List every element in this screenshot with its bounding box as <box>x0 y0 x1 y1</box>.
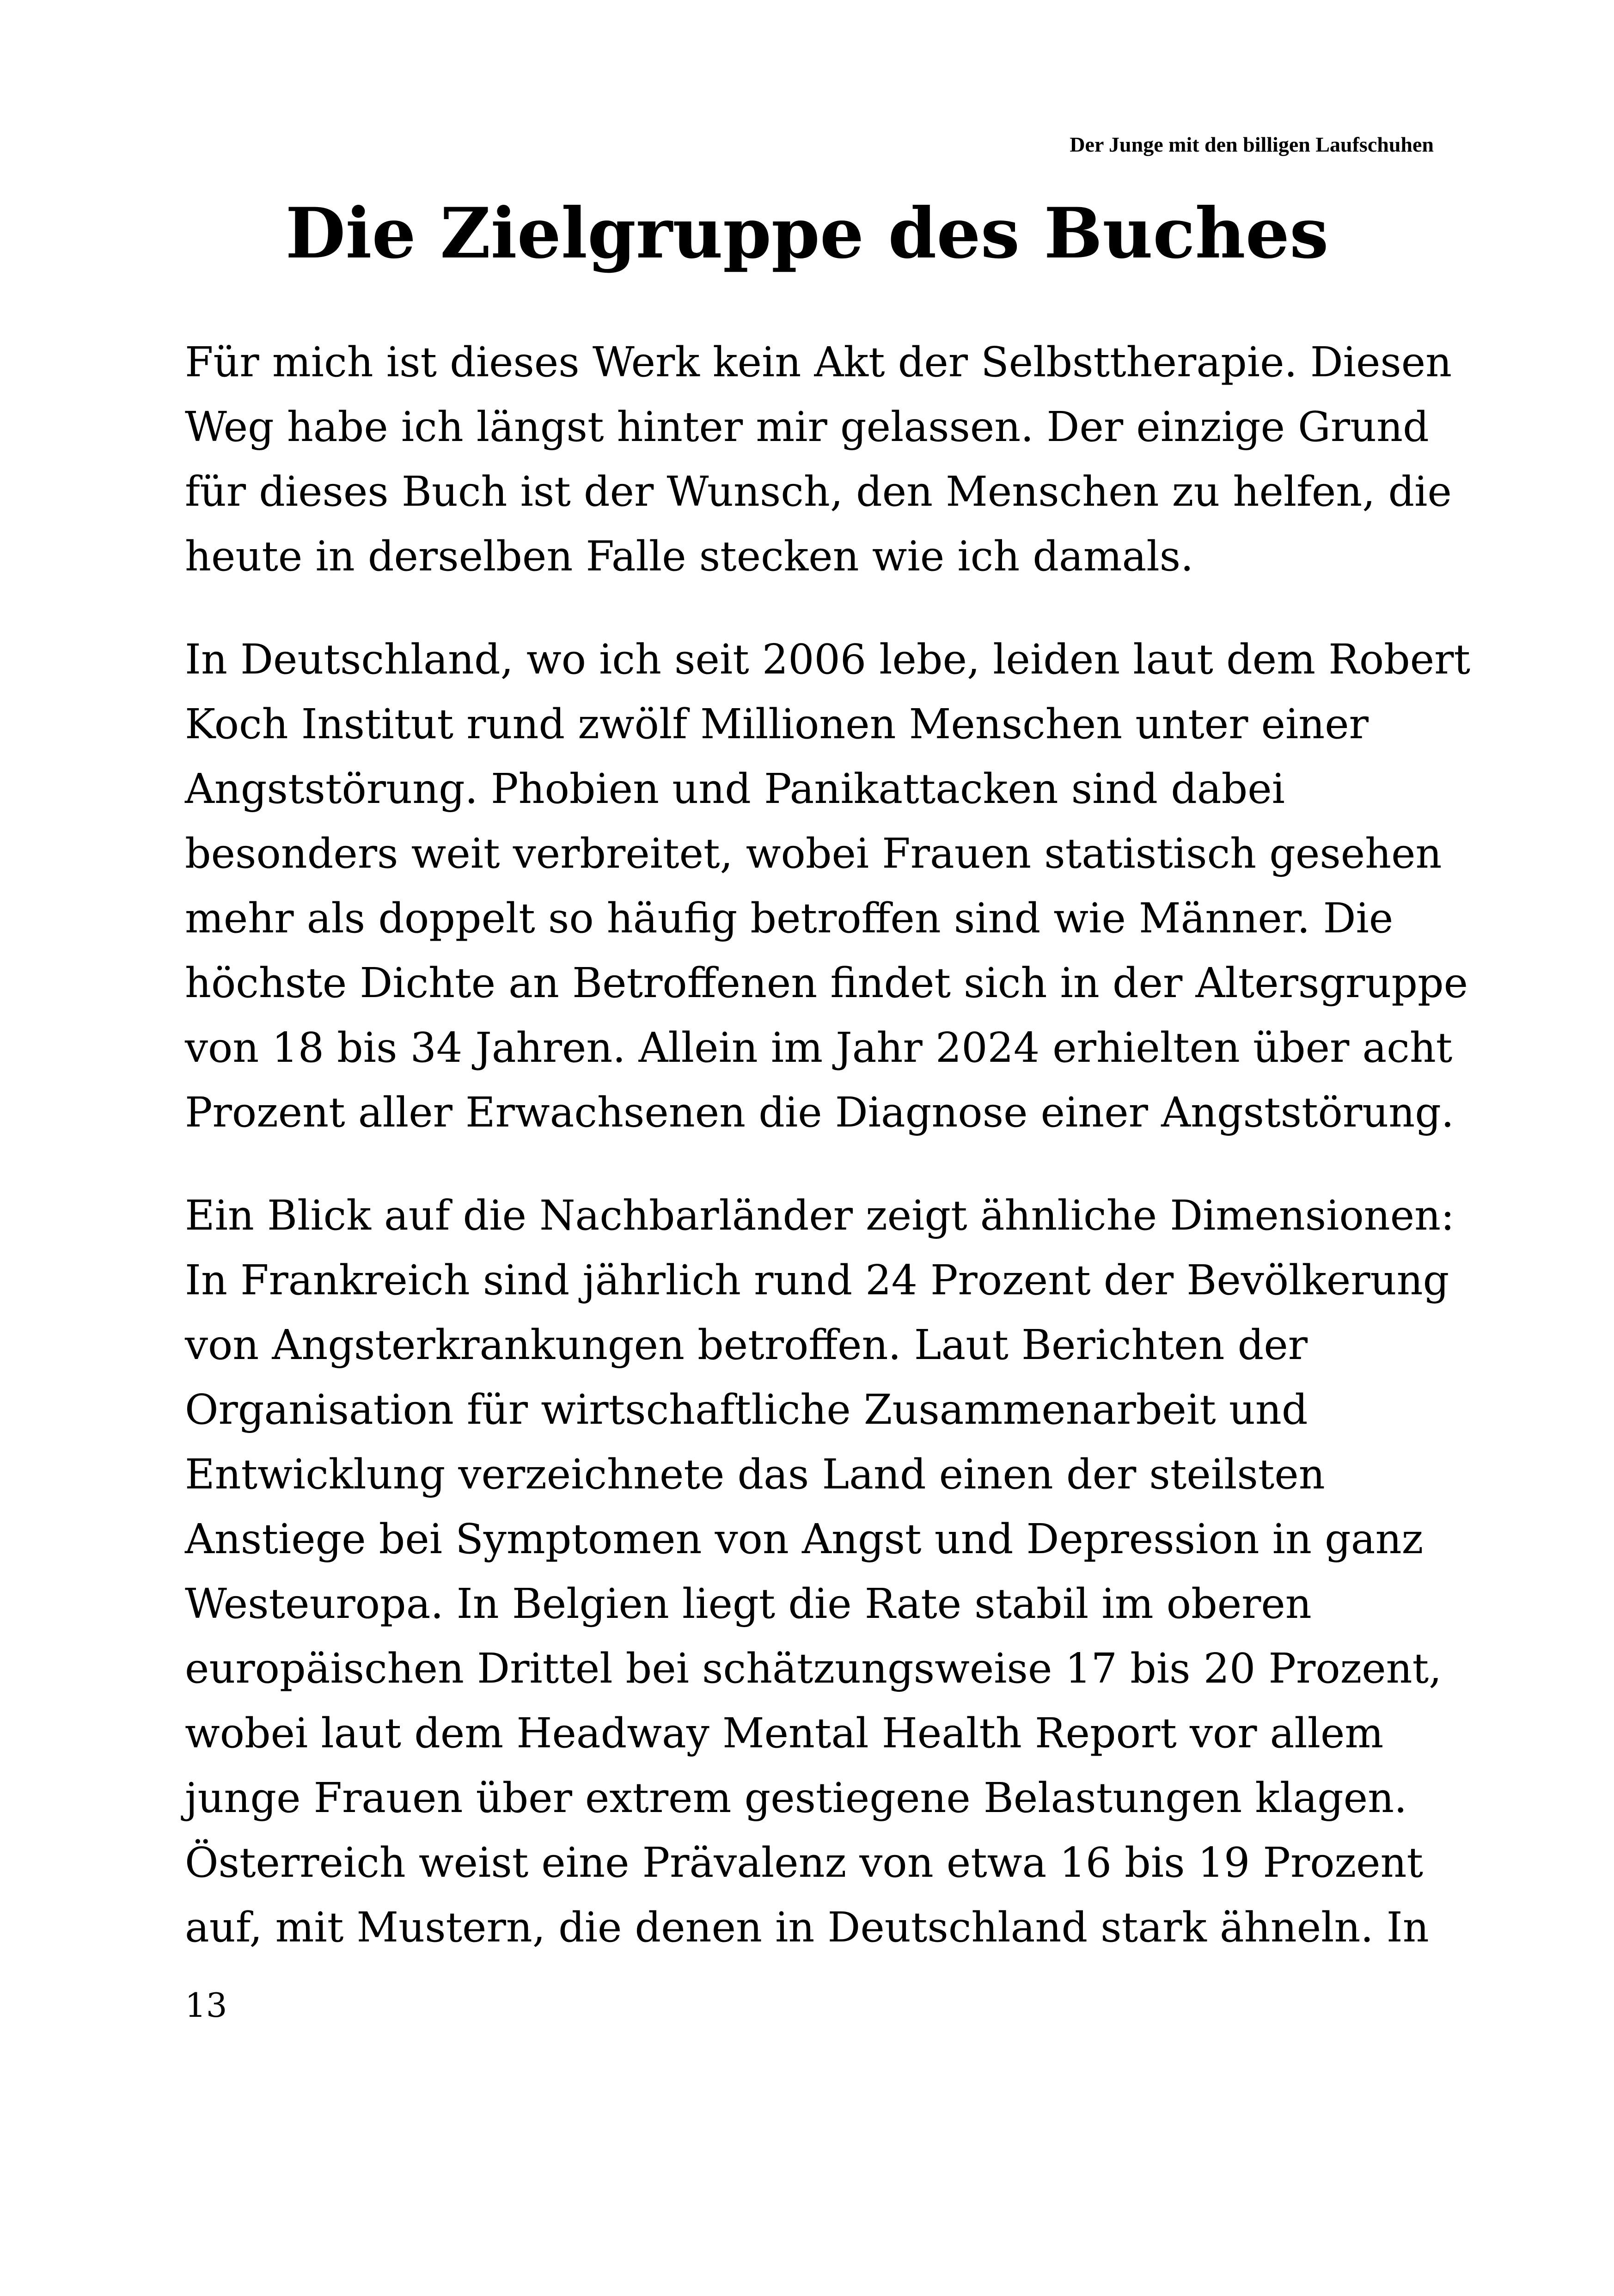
paragraph <box>185 330 1452 589</box>
text-line: mehr als doppelt so häufig betroffen sind wie Männer. Die <box>185 894 1394 942</box>
text-line: Anstiege bei Symptomen von Angst und Depression in ganz <box>185 1515 1424 1563</box>
text-line: heute in derselben Falle stecken wie ich damals. <box>185 533 1194 580</box>
text-line: Weg habe ich längst hinter mir gelassen. Der einzige Grund <box>185 403 1429 451</box>
text-line: von 18 bis 34 Jahren. Allein im Jahr 2024 erhielten über acht <box>185 1024 1453 1071</box>
text-line: wobei laut dem Headway Mental Health Report vor allem <box>185 1709 1384 1757</box>
text-line: Organisation für wirtschaftliche Zusammenarbeit und <box>185 1386 1308 1433</box>
page-number: 13 <box>185 1986 227 2025</box>
text-line: Koch Institut rund zwölf Millionen Menschen unter einer <box>185 700 1369 748</box>
text-line: besonders weit verbreitet, wobei Frauen statistisch gesehen <box>185 830 1442 877</box>
text-line: In Deutschland, wo ich seit 2006 lebe, leiden laut dem Robert <box>185 636 1471 683</box>
text-line: Prozent aller Erwachsenen die Diagnose einer Angststörung. <box>185 1089 1455 1136</box>
text-line: Entwicklung verzeichnete das Land einen der steilsten <box>185 1451 1325 1498</box>
text-line: europäischen Drittel bei schätzungsweise 17 bis 20 Prozent, <box>185 1645 1442 1692</box>
text-line: auf, mit Mustern, die denen in Deutschland stark ähneln. In <box>185 1904 1429 1951</box>
running-header: Der Junge mit den billigen Laufschuhen <box>1070 133 1434 156</box>
text-line: von Angsterkrankungen betroffen. Laut Berichten der <box>185 1321 1308 1369</box>
text-line: Westeuropa. In Belgien liegt die Rate stabil im oberen <box>185 1580 1312 1628</box>
text-line: höchste Dichte an Betroffenen findet sich in der Altersgruppe <box>185 959 1468 1007</box>
text-line: junge Frauen über extrem gestiegene Belastungen klagen. <box>185 1774 1407 1822</box>
text-line: für dieses Buch ist der Wunsch, den Menschen zu helfen, die <box>185 468 1452 515</box>
text-line: Angststörung. Phobien und Panikattacken sind dabei <box>185 765 1285 813</box>
text-line: Für mich ist dieses Werk kein Akt der Selbsttherapie. Diesen <box>185 338 1452 386</box>
body-text <box>185 330 1471 1960</box>
text-line: Österreich weist eine Prävalenz von etwa 16 bis 19 Prozent <box>185 1839 1424 1886</box>
text-line: In Frankreich sind jährlich rund 24 Prozent der Bevölkerung <box>185 1256 1449 1304</box>
chapter-title: Die Zielgruppe des Buches <box>285 193 1329 274</box>
text-line: Ein Blick auf die Nachbarländer zeigt ähnliche Dimensionen: <box>185 1192 1455 1239</box>
paragraph <box>185 1183 1455 1960</box>
paragraph <box>185 627 1471 1145</box>
